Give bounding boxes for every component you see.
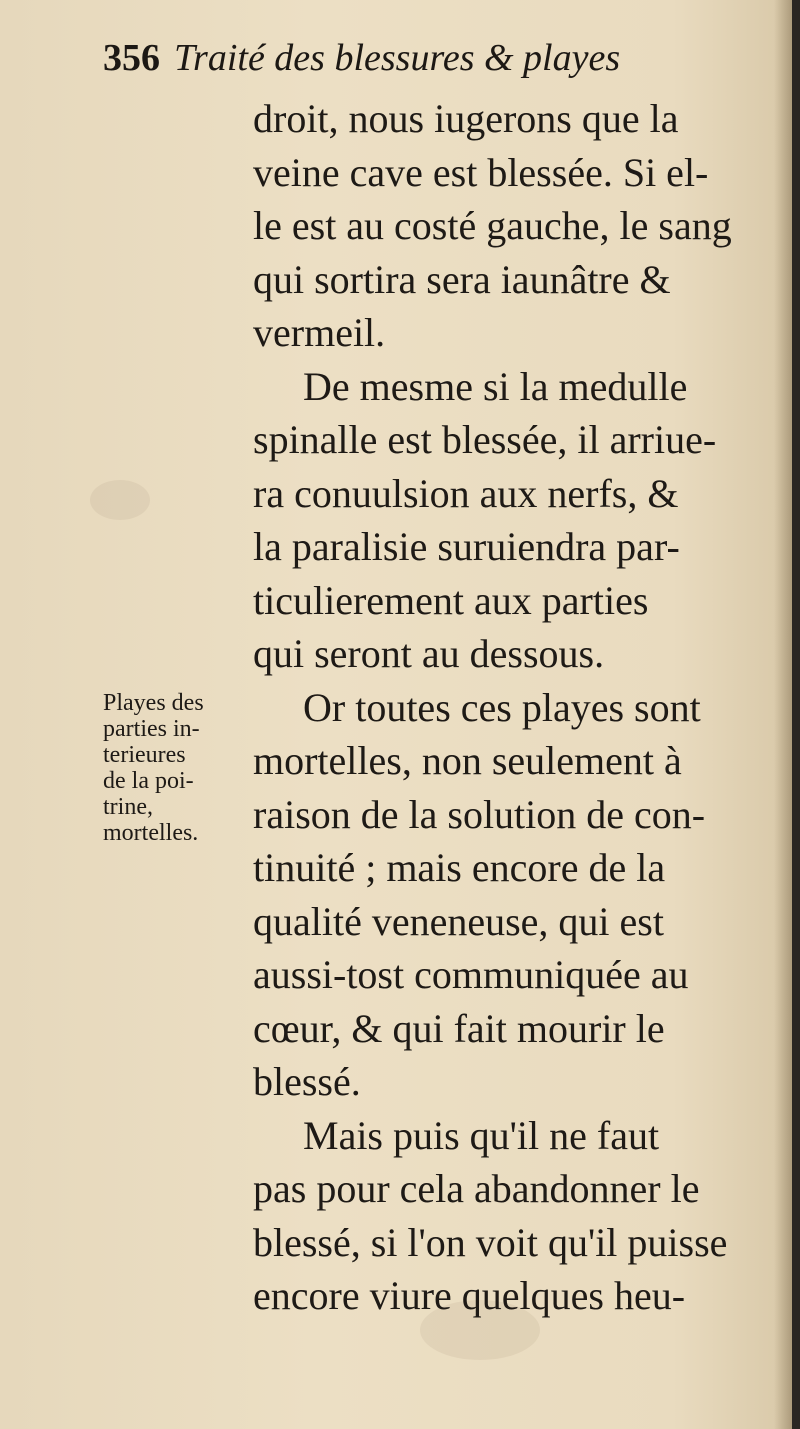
margin-note-line: trine, <box>103 794 153 820</box>
text-line: blessé, si l'on voit qu'il puisse <box>253 1219 728 1265</box>
page-number: 356 <box>103 37 160 79</box>
text-line: blessé. <box>253 1059 361 1104</box>
margin-note-line: parties in- <box>103 716 200 742</box>
running-head <box>103 36 620 80</box>
binding-edge <box>792 0 800 1429</box>
margin-note <box>103 690 253 846</box>
text-line: le est au costé gauche, le sang <box>253 203 732 248</box>
text-line: ticulierement aux parties <box>253 577 649 623</box>
text-line: droit, nous iugerons que la <box>253 96 679 141</box>
margin-note-line: de la poi- <box>103 768 194 794</box>
text-line: spinalle est blessée, il arriue- <box>253 417 717 462</box>
text-line: ra conuulsion aux nerfs, & <box>253 470 679 516</box>
text-line: raison de la solution de con- <box>253 791 706 837</box>
text-line: Mais puis qu'il ne faut <box>303 1112 660 1158</box>
text-line: pas pour cela abandonner le <box>253 1166 700 1211</box>
text-line: vermeil. <box>253 310 386 355</box>
text-line: Or toutes ces playes sont <box>303 684 701 730</box>
text-line: encore viure quelques heu- <box>253 1273 686 1318</box>
text-line: qui seront au dessous. <box>253 631 605 676</box>
running-title: Traité des blessures & playes <box>174 37 621 79</box>
margin-note-line: Playes des <box>103 690 204 716</box>
text-line: la paralisie suruiendra par- <box>253 524 680 569</box>
paper-stain <box>90 480 150 520</box>
text-line: mortelles, non seulement à <box>253 738 682 783</box>
page-gutter-shadow <box>774 0 792 1429</box>
text-line: veine cave est blessée. Si el- <box>253 149 709 195</box>
margin-note-line: mortelles. <box>103 820 199 846</box>
body-text <box>253 92 765 1323</box>
margin-note-line: terieures <box>103 742 186 768</box>
text-line: tinuité ; mais encore de la <box>253 845 666 890</box>
text-line: qui sortira sera iaunâtre & <box>253 256 671 302</box>
text-line: aussi-tost communiquée au <box>253 952 689 997</box>
text-line: De mesme si la medulle <box>303 363 688 409</box>
text-line: qualité veneneuse, qui est <box>253 898 664 944</box>
text-line: cœur, & qui fait mourir le <box>253 1005 665 1051</box>
